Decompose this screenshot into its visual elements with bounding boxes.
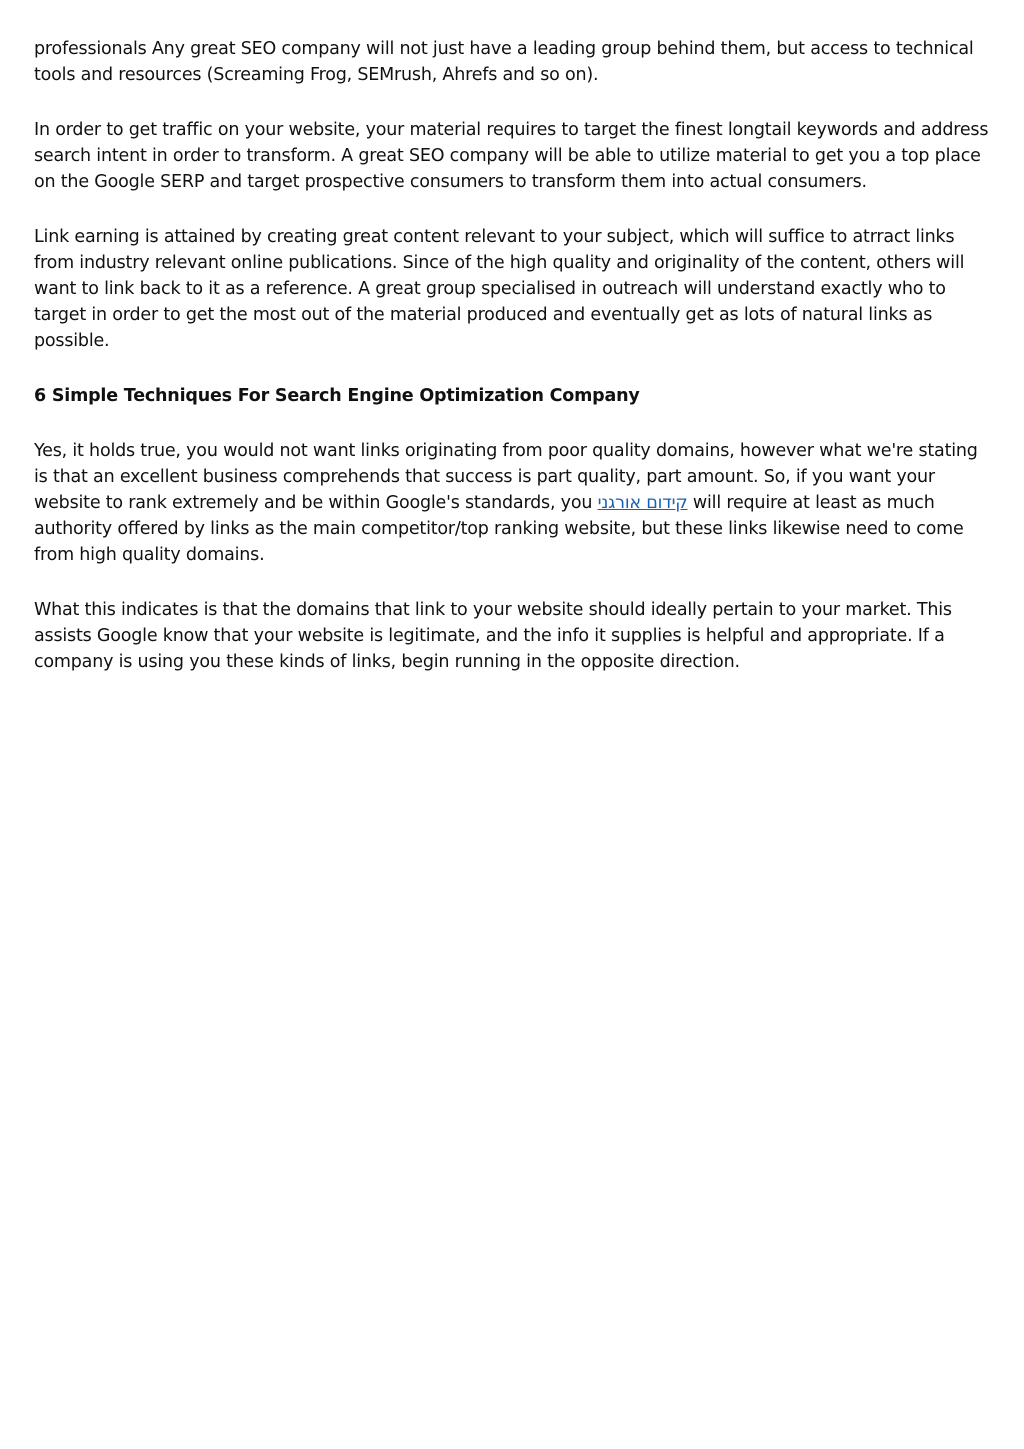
paragraph-quality-links	[34, 438, 990, 568]
paragraph-domains: What this indicates is that the domains that link to your website should ideally pertain to your market. This assists Google know that your website is legitimate, and the info it supplies is helpful and appropriate. If a company is using you these kinds of links, begin running in the opposite direction.	[34, 600, 952, 672]
paragraph-link-earning: Link earning is attained by creating great content relevant to your subject, which will suffice to atrract links from industry relevant online publications. Since of the high quality and originality of the content, others will want to link back to it as a reference. A great group specialised in outreach will understand exactly who to target in order to get the most out of the material produced and eventually get as lots of natural links as possible.	[34, 227, 965, 351]
paragraph-text-before-link: Yes, it holds true, you would not want links originating from poor quality domains, however what we're stating is that an excellent business comprehends that success is part quality, part amount. So, if you want your website to rank extremely and be within Google's standards, you	[34, 441, 978, 513]
section-heading: 6 Simple Techniques For Search Engine Optimization Company	[34, 386, 640, 406]
paragraph-text-after-link: will require at least as much authority offered by links as the main competitor/top ranking website, but these links likewise need to come from high quality domains.	[34, 493, 964, 565]
paragraph-professionals: professionals Any great SEO company will not just have a leading group behind them, but access to technical tools and resources (Screaming Frog, SEMrush, Ahrefs and so on).	[34, 39, 974, 85]
organic-promotion-link[interactable]: קידום אורגני	[597, 493, 688, 513]
document-body	[34, 36, 990, 704]
paragraph-traffic: In order to get traffic on your website, your material requires to target the finest longtail keywords and address search intent in order to transform. A great SEO company will be able to utilize material to get you a top place on the Google SERP and target prospective consumers to transform them into actual consumers.	[34, 120, 989, 192]
